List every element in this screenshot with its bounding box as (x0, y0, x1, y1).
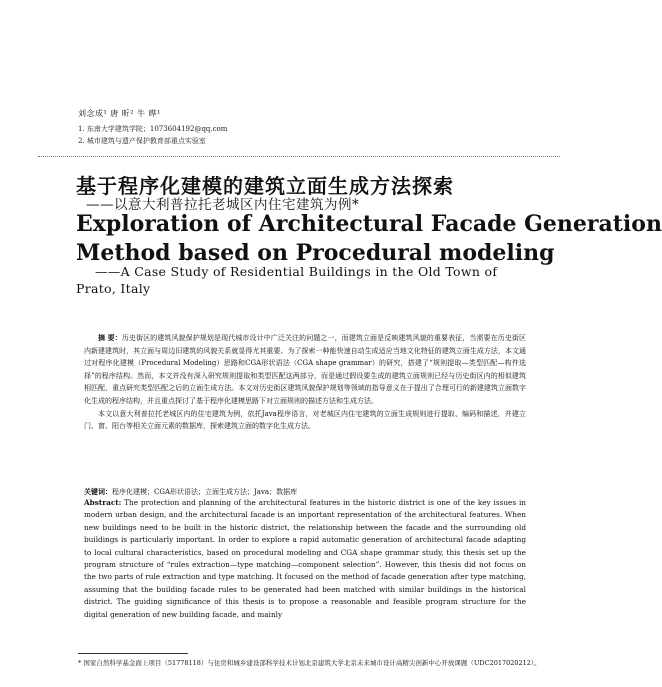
abstract-cn-paragraph-2: 本文以意大利普拉托老城区内的住宅建筑为例，依托Java程序语言，对老城区内住宅建筑的立面生成规则进行提取、编码和描述，并建立门、窗、阳台等相关立面元素的数据库，探索建筑立面的数字化生成方法。 (84, 409, 526, 431)
abstract-cn-text-1: 历史街区的建筑风貌保护规划是现代城市设计中广泛关注的问题之一，而建筑立面是反映建筑风貌的重要表征，当需要在历史街区内新建建筑时，其立面与周边旧建筑的风貌关系就显得尤其重要。为了探索一种能快速自动生成适应当地文化特征的建筑立面生成方法，本文通过对程序化建模（Procedural Modeling）思路和CGA形状语法（CGA shape grammar）的研究，搭建了“规则提取—类型匹配—构件选择”的程序结构。然而，本文并没有深入研究规则提取和类型匹配这两部分，而是通过假设要生成的建筑立面规则已经与历史街区内的相似建筑相匹配，重点研究类型匹配之后的立面生成方法。本文对历史街区建筑风貌保护规划等领域的指导意义在于提出了合理可行的新建建筑立面数字化生成的程序结构，并且重点探讨了基于程序化建模思路下对立面规则的描述方法和生成方法。 (84, 334, 527, 405)
footnote: * 国家自然科学基金面上项目（51778118）与住房和城乡建设部科学技术计划北京建筑大学北京未来城市设计高精尖创新中心开放课题（UDC2017020212）。 (78, 659, 541, 667)
header-divider (38, 156, 560, 157)
keywords-cn-label: 关键词： (84, 487, 112, 496)
keywords-cn-text: 程序化建模；CGA形状语法；立面生成方法；Java；数据库 (112, 488, 298, 496)
abstract-cn-label: 摘 要： (98, 333, 122, 342)
subtitle-chinese: ——以意大利普拉托老城区内住宅建筑为例* (86, 197, 360, 213)
abstract-en-label: Abstract: (84, 498, 122, 507)
abstract-english (84, 497, 526, 621)
subtitle-english-line-1: ——A Case Study of Residential Buildings in the Old Town of (95, 264, 498, 279)
affiliation-1: 1. 东南大学建筑学院；1073604192@qq.com (78, 125, 228, 133)
abstract-en-text: The protection and planning of the architectural features in the historic district is one of the key issues in modern urban design, and the architectural facade is an important representation of the architectural features. When new buildings need to be built in the historic district, the relationship between the facade and the surrounding old buildings is particularly important. In order to explore a rapid automatic generation of architectural facade adapting to local cultural characteristics, based on procedural modeling and CGA shape grammar study, this thesis set up the program structure of “rules extraction—type matching—component selection”. However, this thesis did not focus on the two parts of rule extraction and type matching. It focused on the method of facade generation after type matching, assuming that the building facade rules to be generated had been matched with similar buildings in the historical district. The guiding significance of this thesis is to propose a reasonable and feasible program structure for the digital generation of new building facade, and mainly (84, 498, 526, 619)
subtitle-english-line-2: Prato, Italy (76, 281, 151, 296)
authors: 刘念成¹ 唐 昕² 牛 晔¹ (78, 109, 161, 118)
title-english-line-1: Exploration of Architectural Facade Generation (76, 211, 662, 237)
abstract-cn-paragraph-1 (84, 332, 526, 408)
title-chinese: 基于程序化建模的建筑立面生成方法探索 (76, 174, 454, 198)
abstract-chinese (84, 332, 526, 433)
title-english-line-2: Method based on Procedural modeling (76, 240, 555, 266)
affiliation-2: 2. 城市建筑与遗产保护教育部重点实验室 (78, 137, 206, 145)
footnote-divider (78, 653, 188, 654)
